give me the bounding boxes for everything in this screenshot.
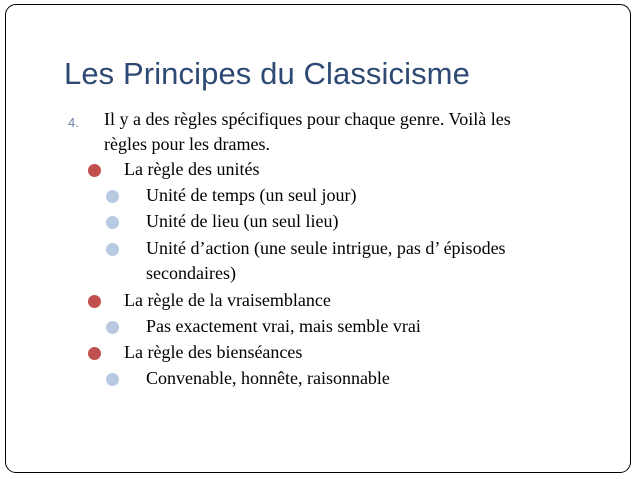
section-label: La règle des bienséances — [124, 342, 303, 362]
sub-item: Convenable, honnête, raisonnable — [146, 368, 390, 388]
section-label: La règle des unités — [124, 159, 260, 179]
sub-item: Pas exactement vrai, mais semble vrai — [146, 316, 421, 336]
item-text-line-1: Il y a des règles spécifiques pour chaque genre. Voilà les — [104, 109, 511, 129]
sub-item: Unité de temps (un seul jour) — [146, 185, 357, 205]
blue-bullet-icon — [106, 216, 119, 229]
slide-title: Les Principes du Classicisme — [64, 56, 470, 91]
sub-item: Unité de lieu (un seul lieu) — [146, 211, 339, 231]
list-number: 4. — [68, 115, 79, 130]
blue-bullet-icon — [106, 190, 119, 203]
red-bullet-icon — [88, 164, 101, 177]
blue-bullet-icon — [106, 373, 119, 386]
sub-item-continuation: secondaires) — [146, 263, 236, 283]
blue-bullet-icon — [106, 243, 119, 256]
red-bullet-icon — [88, 347, 101, 360]
sub-item: Unité d’action (une seule intrigue, pas d’ épisodes — [146, 238, 506, 258]
item-text-line-2: règles pour les drames. — [104, 134, 270, 154]
blue-bullet-icon — [106, 321, 119, 334]
section-label: La règle de la vraisemblance — [124, 290, 331, 310]
red-bullet-icon — [88, 295, 101, 308]
